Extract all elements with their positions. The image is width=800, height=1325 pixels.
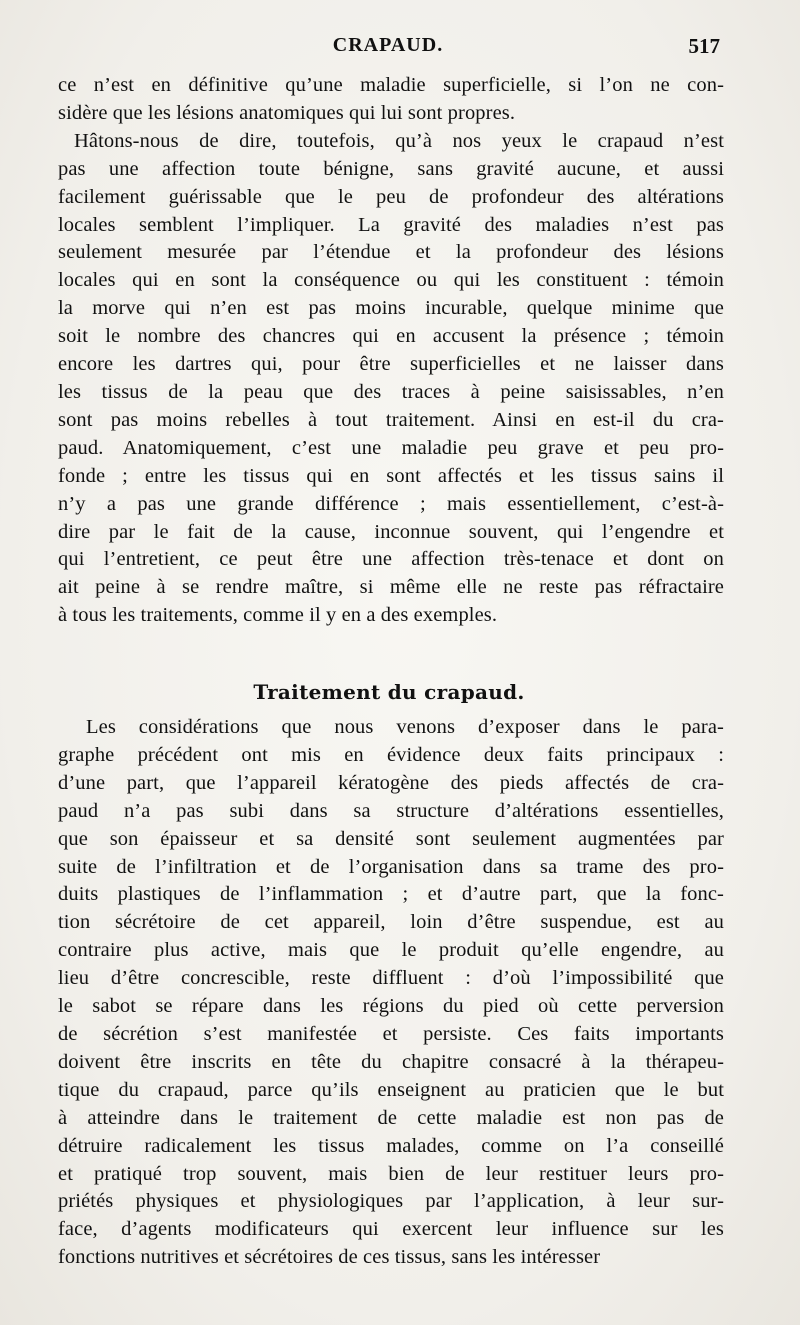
text-line: fonde ; entre les tissus qui en sont affectés et les tissus sains il: [58, 464, 724, 487]
text-line: paud n’a pas subi dans sa structure d’altérations essentielles,: [58, 799, 724, 822]
text-line: locales qui en sont la conséquence ou qui les constituent : témoin: [58, 269, 724, 292]
text-line: facilement guérissable que le peu de profondeur des altérations: [58, 185, 724, 208]
running-title: CRAPAUD.: [332, 34, 444, 56]
text-line: tion sécrétoire de cet appareil, loin d’être suspendue, est au: [58, 911, 724, 934]
text-line: pas une affection toute bénigne, sans gravité aucune, et aussi: [58, 157, 724, 180]
text-line: graphe précédent ont mis en évidence deux faits principaux :: [58, 743, 724, 766]
text-line: tique du crapaud, parce qu’ils enseignent au praticien que le but: [58, 1078, 724, 1101]
text-line: de sécrétion s’est manifestée et persiste. Ces faits importants: [58, 1022, 724, 1045]
text-line: fonctions nutritives et sécrétoires de ces tissus, sans les intéresser: [58, 1246, 601, 1269]
text-line: d’une part, que l’appareil kératogène des pieds affectés de cra-: [58, 771, 724, 794]
text-line: que son épaisseur et sa densité sont seulement augmentées par: [58, 827, 724, 850]
text-line: encore les dartres qui, pour être superficielles et ne laisser dans: [58, 353, 724, 376]
text-line: lieu d’être concrescible, reste diffluent : d’où l’impossibilité que: [58, 967, 724, 990]
text-line: sidère que les lésions anatomiques qui lui sont propres.: [58, 101, 516, 124]
text-line: Hâtons-nous de dire, toutefois, qu’à nos yeux le crapaud n’est: [74, 129, 724, 152]
text-line: paud. Anatomiquement, c’est une maladie peu grave et peu pro-: [58, 436, 724, 459]
running-head: [56, 34, 720, 64]
text-line: seulement mesurée par l’étendue et la profondeur des lésions: [58, 241, 724, 264]
text-line: soit le nombre des chancres qui en accusent la présence ; témoin: [58, 325, 724, 348]
text-line: la morve qui n’en est pas moins incurable, quelque minime que: [58, 297, 724, 320]
text-line: et pratiqué trop souvent, mais bien de leur restituer leurs pro-: [58, 1162, 724, 1185]
text-line: dire par le fait de la cause, inconnue souvent, qui l’engendre et: [58, 520, 724, 543]
text-line: doivent être inscrits en tête du chapitre consacré à la thérapeu-: [58, 1050, 724, 1073]
text-line: ait peine à se rendre maître, si même elle ne reste pas réfractaire: [58, 576, 724, 599]
text-line: détruire radicalement les tissus malades, comme on l’a conseillé: [58, 1134, 724, 1157]
text-line: ce n’est en définitive qu’une maladie superficielle, si l’on ne con-: [58, 74, 724, 96]
text-line: le sabot se répare dans les régions du pied où cette perversion: [58, 995, 724, 1018]
text-line: à atteindre dans le traitement de cette maladie est non pas de: [58, 1106, 724, 1129]
body-text-bottom: [58, 714, 724, 1272]
text-line: priétés physiques et physiologiques par l’application, à leur sur-: [58, 1190, 724, 1213]
section-heading: Traitement du crapaud.: [253, 680, 525, 704]
text-line: locales semblent l’impliquer. La gravité des maladies n’est pas: [58, 213, 724, 236]
page-number: 517: [688, 34, 720, 58]
text-line: qui l’entretient, ce peut être une affection très-tenace et dont on: [58, 548, 724, 571]
text-line: les tissus de la peau que des traces à peine saisissables, n’en: [58, 380, 724, 403]
text-line: suite de l’infiltration et de l’organisation dans sa trame des pro-: [58, 855, 724, 878]
body-text-top: [58, 72, 724, 630]
text-line: duits plastiques de l’inflammation ; et d’autre part, que la fonc-: [58, 883, 724, 906]
text-line: Les considérations que nous venons d’exposer dans le para-: [86, 716, 724, 738]
text-line: contraire plus active, mais que le produit qu’elle engendre, au: [58, 939, 724, 962]
text-line: face, d’agents modificateurs qui exercent leur influence sur les: [58, 1218, 724, 1241]
text-line: n’y a pas une grande différence ; mais essentiellement, c’est-à-: [58, 492, 724, 515]
text-line: sont pas moins rebelles à tout traitement. Ainsi en est-il du cra-: [58, 408, 724, 431]
text-line: à tous les traitements, comme il y en a des exemples.: [58, 604, 498, 627]
